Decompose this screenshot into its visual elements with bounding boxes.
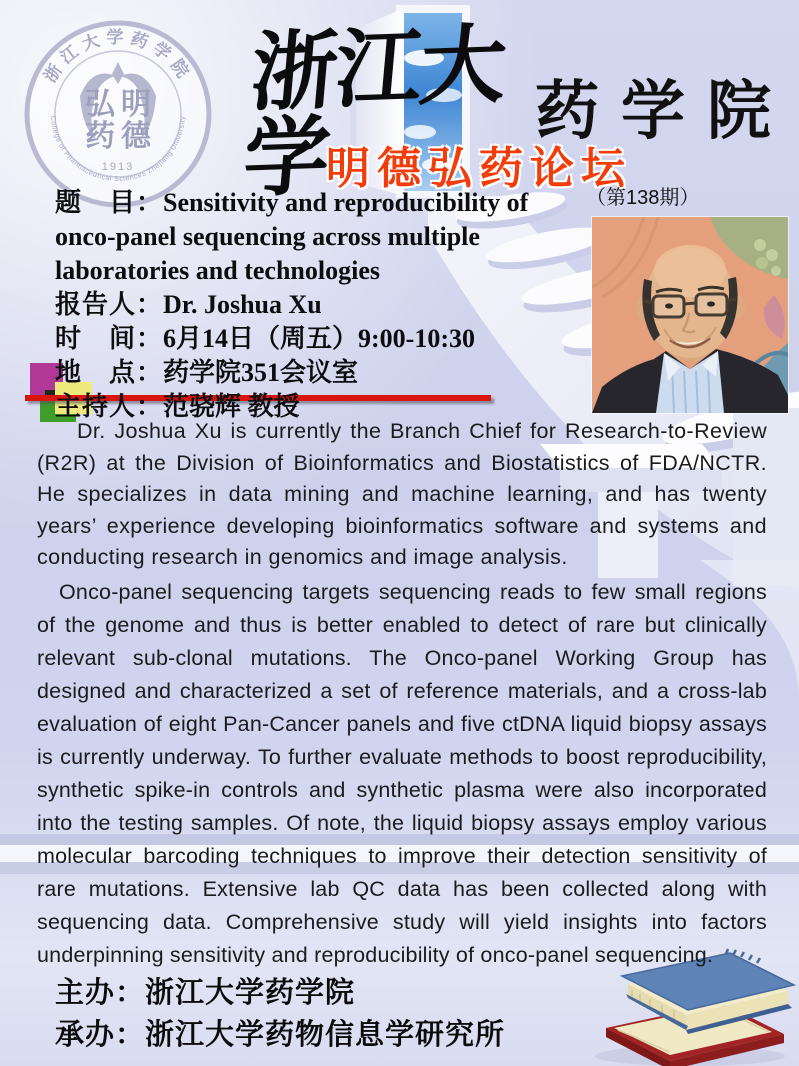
host-label: 主办： bbox=[55, 977, 146, 1009]
logo-seal-char: 德 bbox=[121, 120, 151, 153]
host-line bbox=[55, 970, 355, 1011]
speaker-bio: Dr. Joshua Xu is currently the Branch Chief for Research-to-Review (R2R) at the Division of Bioinformatics and Biostatistics of FDA/NCTR. He specializes in data mining and machine learning, and has twenty years’ experience developing bioinformatics software and systems and conducting research in genomics and image analysis. bbox=[37, 419, 767, 569]
logo-seal-char: 药 bbox=[85, 120, 115, 153]
logo-bottom-text: College of Pharmaceutical Sciences Zhejiang University bbox=[48, 115, 188, 184]
college-title: 药学院 bbox=[535, 76, 793, 147]
detail-value: Sensitivity and reproducibility of onco-panel sequencing across multiple laboratories and technologies bbox=[55, 188, 529, 285]
talk-abstract: Onco-panel sequencing targets sequencing reads to few small regions of the genome and thus is better enabled to detect of rare but clinically relevant sub-clonal mutations. The Onco-panel Working Group has designed and characterized a set of reference materials, and a cross-lab evaluation of eight Pan-Cancer panels and five ctDNA liquid biopsy assays is currently underway. To further evaluate methods to boost reproducibility, synthetic spike-in controls and synthetic plasma were also incorporated into the testing samples. Of note, the liquid biopsy assays employ various molecular barcoding techniques to improve their detection sensitivity of rare mutations. Extensive lab QC data has been collected along with sequencing data. Comprehensive study will yield insights into factors underpinning sensitivity and reproducibility of onco-panel sequencing. bbox=[37, 580, 767, 967]
detail-location bbox=[55, 356, 580, 390]
issue-number: （第138期） bbox=[586, 187, 700, 209]
detail-label: 时 间： bbox=[55, 324, 164, 353]
speaker-portrait bbox=[592, 217, 788, 413]
host-value: 浙江大学药学院 bbox=[145, 977, 356, 1009]
detail-speaker bbox=[55, 288, 580, 322]
logo-seal-char: 弘 bbox=[85, 88, 115, 121]
logo-top-text: 浙江大学药学院 bbox=[40, 28, 196, 86]
forum-title: 明德弘药论坛 bbox=[326, 144, 632, 193]
logo-year: 1913 bbox=[101, 161, 135, 173]
detail-value: 范骁辉 教授 bbox=[163, 392, 300, 421]
detail-value: 药学院351会议室 bbox=[163, 358, 359, 387]
detail-value: Dr. Joshua Xu bbox=[163, 290, 322, 319]
detail-time bbox=[55, 322, 580, 356]
logo-seal-char: 明 bbox=[121, 88, 151, 121]
detail-value: 6月14日（周五）9:00-10:30 bbox=[163, 324, 475, 353]
detail-label: 报告人： bbox=[55, 290, 164, 319]
university-title: 浙江大学 bbox=[239, 13, 509, 210]
detail-label: 题 目： bbox=[55, 188, 164, 217]
organizer-line bbox=[55, 1012, 505, 1053]
detail-label: 主持人： bbox=[55, 392, 164, 421]
organizer-label: 承办： bbox=[55, 1019, 146, 1051]
detail-topic bbox=[55, 186, 580, 288]
event-details bbox=[55, 186, 580, 424]
university-seal-logo bbox=[22, 18, 214, 210]
organizer-value: 浙江大学药物信息学研究所 bbox=[145, 1019, 506, 1051]
detail-label: 地 点： bbox=[55, 358, 164, 387]
